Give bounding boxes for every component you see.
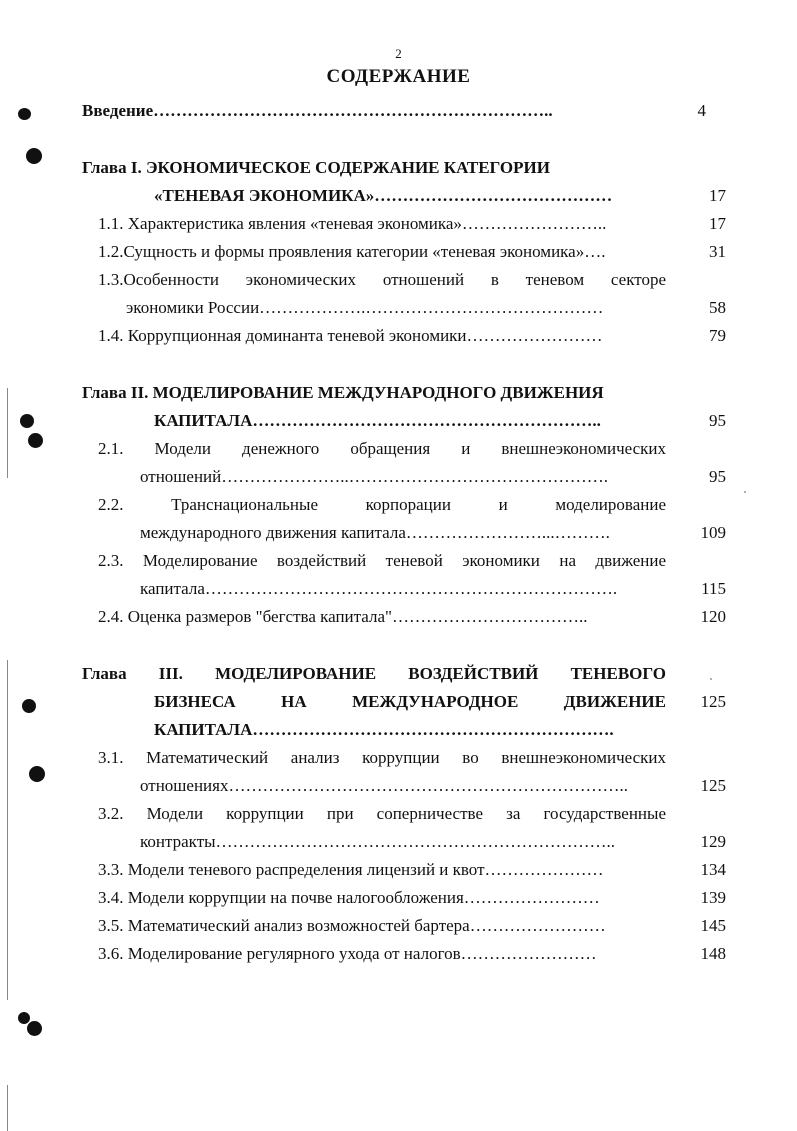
toc-intro xyxy=(82,100,553,122)
section-2-3-page: 115 xyxy=(701,579,726,598)
binder-hole-mark xyxy=(29,766,45,782)
scan-speck xyxy=(710,678,712,680)
binder-hole-mark xyxy=(27,1021,42,1036)
section-2-2-page: 109 xyxy=(700,523,726,542)
section-2-4: 2.4. Оценка размеров "бегства капитала"…………………………….. xyxy=(98,607,588,626)
section-2-1-page: 95 xyxy=(709,467,726,486)
section-3-1: 3.1. Математический анализ коррупции во внешнеэкономических xyxy=(98,748,666,767)
section-1-3-cont: экономики России……………….…………………………………… xyxy=(126,298,604,317)
section-3-3-page: 134 xyxy=(700,860,726,879)
chapter-3-title-cont-2: КАПИТАЛА………………………………………………………. xyxy=(154,720,614,739)
toc-intro-page: 4 xyxy=(697,101,706,120)
section-3-2-page: 129 xyxy=(700,832,726,851)
section-3-1-cont: отношениях…………………………………………………………….. xyxy=(140,776,628,795)
section-1-2: 1.2.Сущность и формы проявления категории «теневая экономика»…. xyxy=(98,242,606,261)
section-1-2-page: 31 xyxy=(709,242,726,261)
section-1-4: 1.4. Коррупционная доминанта теневой экономики…………………… xyxy=(98,326,603,345)
binder-hole-mark xyxy=(26,148,42,164)
section-3-5: 3.5. Математический анализ возможностей бартера…………………… xyxy=(98,916,606,935)
page-number: 2 xyxy=(395,46,402,61)
section-3-2-cont: контракты…………………………………………………………….. xyxy=(140,832,616,851)
section-1-1: 1.1. Характеристика явления «теневая экономика»…………………….. xyxy=(98,214,607,233)
section-3-4: 3.4. Модели коррупции на почве налогообложения…………………… xyxy=(98,888,600,907)
section-1-3-page: 58 xyxy=(709,298,726,317)
scan-speck xyxy=(744,491,746,493)
binder-hole-mark xyxy=(20,414,34,428)
section-3-1-page: 125 xyxy=(700,776,726,795)
scan-edge-line xyxy=(7,388,8,478)
section-3-3: 3.3. Модели теневого распределения лицензий и квот………………… xyxy=(98,860,604,879)
section-2-1: 2.1. Модели денежного обращения и внешнеэкономических xyxy=(98,439,666,458)
toc-intro-label: Введение xyxy=(82,101,154,120)
scan-edge-line xyxy=(7,1085,8,1131)
section-1-1-page: 17 xyxy=(709,214,726,233)
section-2-4-page: 120 xyxy=(700,607,726,626)
section-2-2-cont: международного движения капитала……………………...………. xyxy=(140,523,610,542)
page-title: СОДЕРЖАНИЕ xyxy=(326,66,471,87)
toc-intro-dots: …………………………………………………………….. xyxy=(153,101,553,120)
binder-hole-mark xyxy=(28,433,43,448)
chapter-3-title: Глава III. МОДЕЛИРОВАНИЕ ВОЗДЕЙСТВИЙ ТЕНЕВОГО xyxy=(82,664,666,683)
section-3-6-page: 148 xyxy=(700,944,726,963)
scan-edge-line xyxy=(7,660,8,1000)
chapter-2-title: Глава II. МОДЕЛИРОВАНИЕ МЕЖДУНАРОДНОГО ДВИЖЕНИЯ xyxy=(82,383,604,402)
chapter-1-page: 17 xyxy=(709,186,726,205)
chapter-3-page: 125 xyxy=(700,692,726,711)
chapter-3-title-cont: БИЗНЕСА НА МЕЖДУНАРОДНОЕ ДВИЖЕНИЕ xyxy=(154,692,666,711)
section-3-5-page: 145 xyxy=(700,916,726,935)
binder-hole-mark xyxy=(22,699,36,713)
section-3-2: 3.2. Модели коррупции при соперничестве за государственные xyxy=(98,804,666,823)
chapter-2-page: 95 xyxy=(709,411,726,430)
section-3-4-page: 139 xyxy=(700,888,726,907)
section-1-3: 1.3.Особенности экономических отношений в теневом секторе xyxy=(98,270,666,289)
section-3-6: 3.6. Моделирование регулярного ухода от налогов…………………… xyxy=(98,944,597,963)
section-2-2: 2.2. Транснациональные корпорации и моделирование xyxy=(98,495,666,514)
binder-hole-mark xyxy=(18,1012,30,1024)
section-2-1-cont: отношений…………………..………………………………………. xyxy=(140,467,608,486)
section-2-3-cont: капитала………………………………………………………………. xyxy=(140,579,618,598)
section-2-3: 2.3. Моделирование воздействий теневой экономики на движение xyxy=(98,551,666,570)
binder-hole-mark xyxy=(18,108,31,120)
chapter-1-title: Глава I. ЭКОНОМИЧЕСКОЕ СОДЕРЖАНИЕ КАТЕГОРИИ xyxy=(82,158,550,177)
section-1-4-page: 79 xyxy=(709,326,726,345)
chapter-1-title-cont: «ТЕНЕВАЯ ЭКОНОМИКА»…………………………………… xyxy=(154,186,613,205)
chapter-2-title-cont: КАПИТАЛА…………………………………………………….. xyxy=(154,411,601,430)
